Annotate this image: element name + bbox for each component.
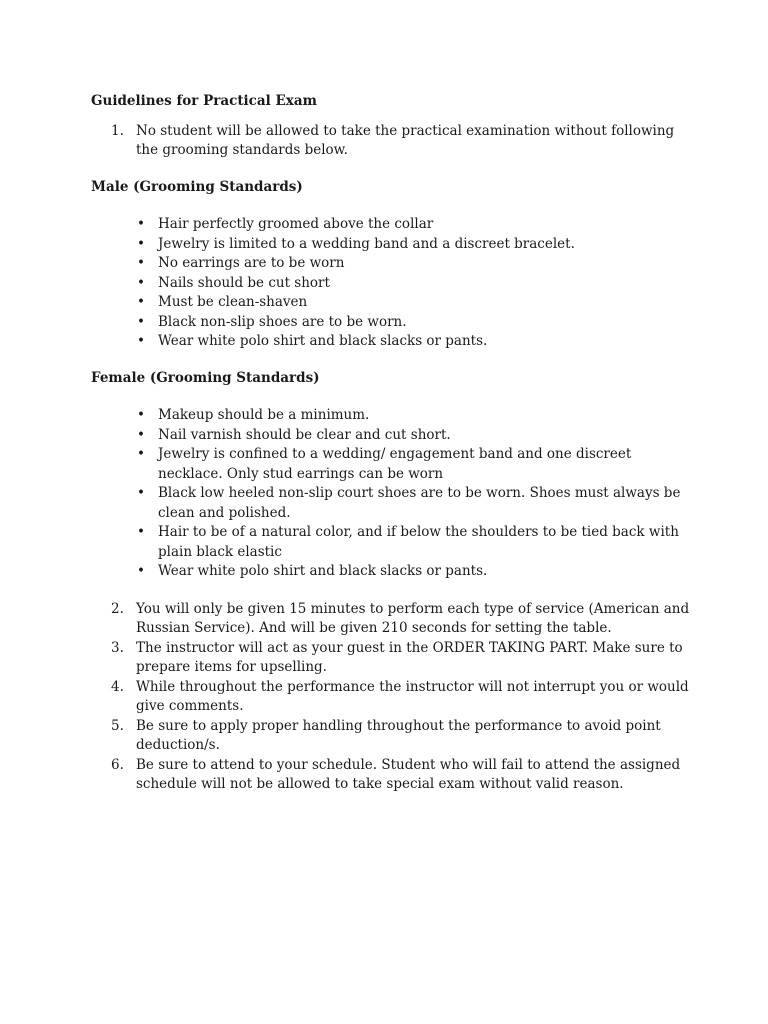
numbered-item-5 <box>91 717 691 756</box>
male-bullet-item <box>91 274 691 294</box>
male-bullet-item <box>91 215 691 235</box>
female-bullet-item <box>91 484 691 523</box>
bullet-text: Wear white polo shirt and black slacks or pants. <box>158 333 488 349</box>
bullet-icon: • <box>137 446 145 462</box>
spacer <box>91 582 691 600</box>
bullet-icon: • <box>137 274 145 291</box>
bullet-icon: • <box>137 294 145 310</box>
intro-numbered-list <box>91 122 691 161</box>
male-bullet-item <box>91 313 691 333</box>
document-body <box>91 92 691 795</box>
female-bullet-item <box>91 562 691 582</box>
bullet-text: Nail varnish should be clear and cut short. <box>158 426 451 443</box>
item-text: No student will be allowed to take the practical examination without following the grooming standards below. <box>136 122 675 158</box>
bullet-text: Hair to be of a natural color, and if below the shoulders to be tied back with plain black elastic <box>158 524 679 560</box>
male-section-heading: Male (Grooming Standards) <box>91 178 303 195</box>
bullet-icon: • <box>137 333 145 349</box>
numbered-item-2 <box>91 600 691 639</box>
female-bullet-item <box>91 406 691 426</box>
item-number: 5. <box>111 717 124 734</box>
bullet-text: Hair perfectly groomed above the collar <box>158 216 434 232</box>
bullet-icon: • <box>137 313 145 330</box>
bullet-icon: • <box>137 255 145 271</box>
numbered-item-6 <box>91 756 691 795</box>
item-number: 6. <box>111 756 124 773</box>
item-number: 2. <box>111 600 124 617</box>
female-bullet-list <box>91 406 691 582</box>
bullet-icon: • <box>137 407 145 423</box>
male-bullet-list <box>91 215 691 352</box>
male-bullet-item <box>91 332 691 352</box>
item-text: Be sure to attend to your schedule. Student who will fail to attend the assigned schedule will not be allowed to take special exam without valid reason. <box>136 756 681 792</box>
bullet-text: Makeup should be a minimum. <box>158 407 370 423</box>
bullet-text: Jewelry is confined to a wedding/ engagement band and one discreet necklace. Only stud earrings can be worn <box>158 446 632 482</box>
item-text: The instructor will act as your guest in the ORDER TAKING PART. Make sure to prepare items for upselling. <box>136 639 683 675</box>
female-section-heading: Female (Grooming Standards) <box>91 369 320 386</box>
female-bullet-item <box>91 523 691 562</box>
item-number: 1. <box>111 122 124 139</box>
item-number: 4. <box>111 678 124 695</box>
bullet-icon: • <box>137 216 145 232</box>
bullet-text: Jewelry is limited to a wedding band and a discreet bracelet. <box>158 235 575 252</box>
bullet-icon: • <box>137 426 145 443</box>
bullet-text: Wear white polo shirt and black slacks or pants. <box>158 563 488 579</box>
bullet-text: Nails should be cut short <box>158 274 330 291</box>
numbered-item-3 <box>91 639 691 678</box>
item-number: 3. <box>111 639 124 656</box>
bullet-icon: • <box>137 524 145 540</box>
bullet-icon: • <box>137 485 145 501</box>
bullet-text: No earrings are to be worn <box>158 255 345 271</box>
document-title: Guidelines for Practical Exam <box>91 93 317 109</box>
numbered-item-4 <box>91 678 691 717</box>
female-bullet-item <box>91 426 691 446</box>
bullet-icon: • <box>137 563 145 579</box>
bullet-text: Black low heeled non-slip court shoes are to be worn. Shoes must always be clean and polished. <box>158 485 681 521</box>
bullet-text: Black non-slip shoes are to be worn. <box>158 313 407 330</box>
remaining-numbered-list <box>91 600 691 795</box>
item-text: While throughout the performance the instructor will not interrupt you or would give comments. <box>136 678 689 714</box>
item-text: You will only be given 15 minutes to perform each type of service (American and Russian Service). And will be given 210 seconds for setting the table. <box>136 600 690 636</box>
male-bullet-item <box>91 235 691 255</box>
bullet-text: Must be clean-shaven <box>158 294 308 310</box>
female-bullet-item <box>91 445 691 484</box>
bullet-icon: • <box>137 235 145 252</box>
male-bullet-item <box>91 254 691 274</box>
item-text: Be sure to apply proper handling throughout the performance to avoid point deduction/s. <box>136 717 661 753</box>
male-bullet-item <box>91 293 691 313</box>
numbered-item-1 <box>91 122 691 161</box>
